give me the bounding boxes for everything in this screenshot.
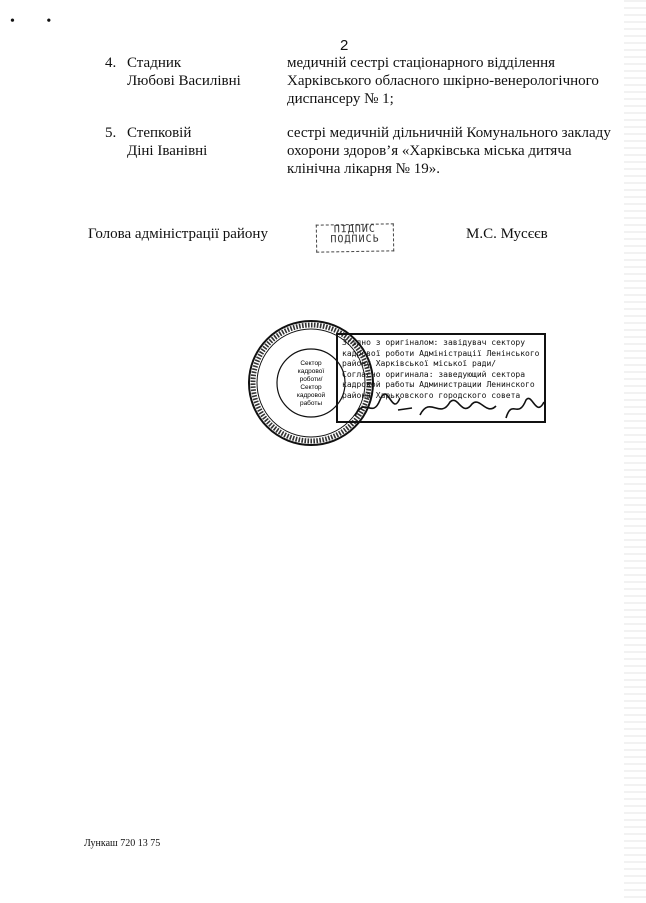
- scan-marks: • •: [10, 14, 66, 29]
- seal-text: Сектор: [300, 384, 322, 391]
- entry-number: 4.: [105, 55, 117, 71]
- stamp-line-1: ПІДПИС: [333, 223, 377, 236]
- entry-given-names: Діні Іванівні: [127, 143, 208, 159]
- seal-text: работы: [299, 400, 323, 407]
- entry-number: 5.: [105, 125, 117, 141]
- cert-line: кадрової роботи Адміністрації Ленінського: [342, 348, 540, 358]
- scan-edge-artifact: [624, 0, 646, 903]
- signatory-name: М.С. Мусєєв: [466, 226, 548, 242]
- signatory-role: Голова адміністрації району: [88, 226, 268, 242]
- entry-surname: Стадник: [127, 55, 182, 71]
- cert-line: району Харківської міської ради/: [342, 359, 497, 368]
- entry-given-names: Любові Василівні: [127, 73, 241, 89]
- entry-surname: Степковій: [127, 125, 192, 141]
- document-footer: Лункаш 720 13 75: [84, 838, 161, 849]
- signature-stamp: [316, 223, 394, 252]
- entry-name: [127, 124, 297, 160]
- entry-description: медичній сестрі стаціонарного відділення Харківського обласного шкірно-венерологічного диспансеру № 1;: [287, 55, 599, 107]
- entry-name: [127, 54, 297, 90]
- cert-line: Согласно оригинала: заведующий сектора: [342, 369, 526, 379]
- seal-text: роботи/: [299, 376, 323, 383]
- page-number: 2: [340, 37, 349, 54]
- handwritten-signature-icon: [350, 390, 550, 424]
- cert-line: Згідно з оригіналом: завідувач сектору: [342, 338, 526, 347]
- cert-line: кадровой работы Администрации Ленинского: [342, 380, 535, 389]
- seal-text: кадровой: [296, 392, 326, 399]
- seal-text: кадрової: [297, 368, 325, 375]
- entry-description: сестрі медичній дільничній Комунального закладу охорони здоров’я «Харківська міська дитяча клінічна лікарня № 19».: [287, 125, 611, 177]
- seal-text: Сектор: [300, 360, 322, 367]
- cert-line: района Харьковского городского совета: [342, 390, 521, 400]
- stamp-line-2: ПОДПИСЬ: [330, 233, 380, 246]
